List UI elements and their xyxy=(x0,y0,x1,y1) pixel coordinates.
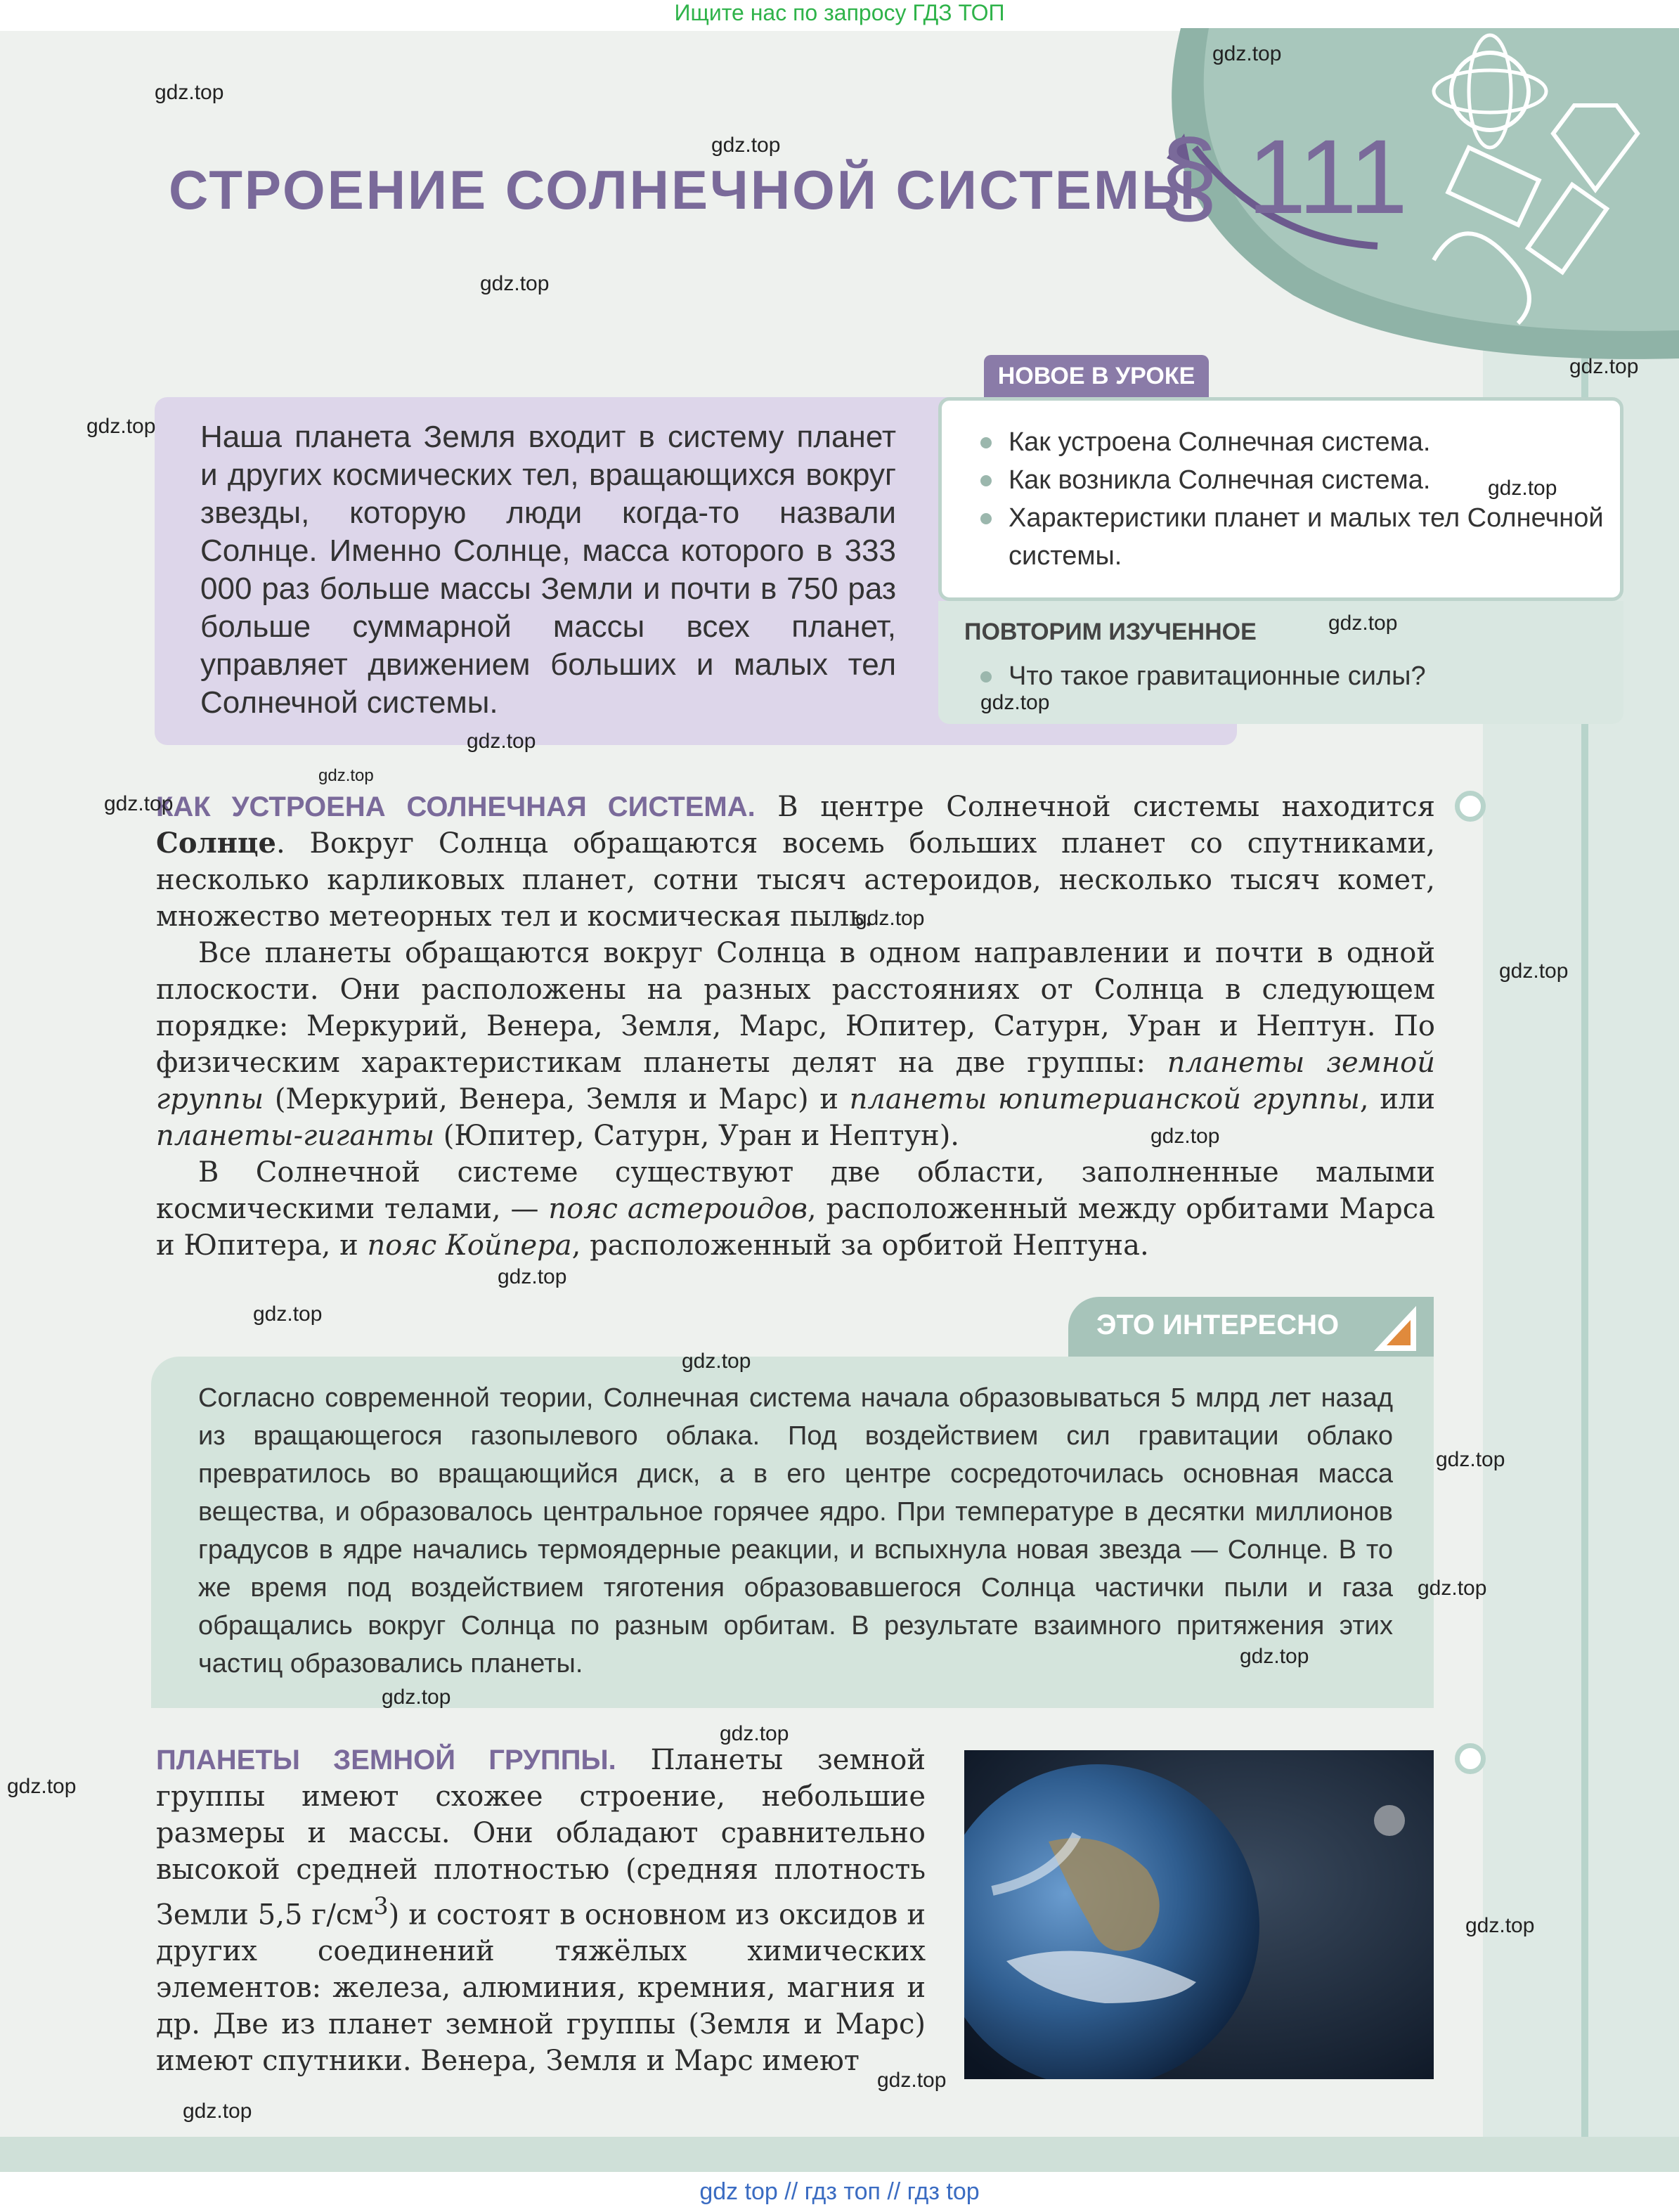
watermark: gdz.top xyxy=(1212,42,1282,65)
watermark: gdz.top xyxy=(318,766,374,785)
watermark: gdz.top xyxy=(720,1722,789,1745)
list-item: Что такое гравитационные силы? xyxy=(973,657,1606,695)
timeline-node-2 xyxy=(1455,1743,1486,1774)
repeat-label: ПОВТОРИМ ИЗУЧЕННОЕ xyxy=(964,619,1257,645)
watermark: gdz.top xyxy=(1328,612,1398,635)
new-in-lesson-label: НОВОЕ В УРОКЕ xyxy=(984,355,1209,397)
section-terrestrial-planets: ПЛАНЕТЫ ЗЕМНОЙ ГРУППЫ. Планеты земной группы имеют схожее строение, небольшие размеры и массы. Они обладают сравнительно высокой средней плотностью (средняя плотность Земли 5,5 $г/см^3$) и состоят в основном из оксидов и других соединений тяжёлых химических элементов: железа, алюминия, кремния, магния и др. Две из планет земной группы (Земля и Марс) имеют спутники. Венера, Земля и Марс имеют xyxy=(156,1744,926,2078)
watermark: gdz.top xyxy=(1436,1448,1505,1471)
watermark: gdz.top xyxy=(7,1775,77,1798)
list-item: Как возникла Солнечная система. xyxy=(973,461,1606,499)
earth-photo xyxy=(964,1750,1434,2079)
list-item: Как устроена Солнечная система. xyxy=(973,423,1606,461)
list-item: Характеристики планет и малых тел Солнечной системы. xyxy=(973,499,1606,575)
watermark: gdz.top xyxy=(855,907,925,930)
page-title: СТРОЕНИЕ СОЛНЕЧНОЙ СИСТЕМЫ xyxy=(169,159,1198,221)
section-solar-structure xyxy=(156,789,1435,1264)
watermark: gdz.top xyxy=(682,1350,751,1373)
top-banner: Ищите нас по запросу ГДЗ ТОП xyxy=(0,0,1679,31)
timeline-node-1 xyxy=(1455,791,1486,822)
footer-links[interactable]: gdz top // гдз топ // гдз top xyxy=(0,2172,1679,2212)
interesting-text: Согласно современной теории, Солнечная система начала образовываться 5 млрд лет назад из вращающегося газопылевого облака. Под воздействием сил гравитации облако превратилось во вращающийся диск, а в его центре сосредоточилась основная масса вещества, и образовалось центральное горячее ядро. При температуре в десятки миллионов градусов в ядре начались термоядерные реакции, и вспыхнула новая звезда — Солнце. В то же время под воздействием тяготения образовавшегося Солнца частички пыли и газа обращались вокруг Солнца по разным орбитам. В результате взаимного притяжения этих частиц образовались планеты. xyxy=(198,1383,1393,1679)
intro-text: Наша планета Земля входит в систему планет и других космических тел, вращающихся вокруг звезды, которую люди когда-то назвали Солнце. Именно Солнце, масса которого в 333 000 раз больше массы Земли и почти в 750 раз больше суммарной массы всех планет, управляет движением больших и малых тел Солнечной системы. xyxy=(200,420,896,720)
watermark: gdz.top xyxy=(1465,1914,1535,1937)
watermark: gdz.top xyxy=(1150,1125,1220,1148)
watermark: gdz.top xyxy=(1240,1645,1309,1668)
watermark: gdz.top xyxy=(480,272,550,295)
watermark: gdz.top xyxy=(253,1302,323,1326)
repeat-list xyxy=(973,657,1606,695)
watermark: gdz.top xyxy=(498,1265,567,1288)
watermark: gdz.top xyxy=(1418,1577,1487,1600)
watermark: gdz.top xyxy=(1499,959,1569,983)
watermark: gdz.top xyxy=(1488,477,1557,500)
watermark: gdz.top xyxy=(155,81,224,104)
watermark: gdz.top xyxy=(467,730,536,753)
watermark: gdz.top xyxy=(1569,355,1639,378)
watermark: gdz.top xyxy=(877,2069,947,2092)
watermark: gdz.top xyxy=(183,2100,252,2123)
paragraph-number: § 111 xyxy=(1160,117,1408,235)
section-heading: ПЛАНЕТЫ ЗЕМНОЙ ГРУППЫ. xyxy=(156,1745,616,1776)
watermark: gdz.top xyxy=(980,691,1050,714)
paragraph: Все планеты обращаются вокруг Солнца в одном направлении и почти в одной плоскости. Они расположены на разных расстояниях от Солнца в следующем порядке: Меркурий, Венера, Земля, Марс, Юпитер, Сатурн, Уран и Нептун. По физическим характеристикам планеты делят на две группы: планеты земной группы (Меркурий, Венера, Земля и Марс) и планеты юпитерианской группы, или планеты-гиганты (Юпитер, Сатурн, Уран и Нептун). xyxy=(156,937,1435,1152)
watermark: gdz.top xyxy=(711,134,781,157)
watermark: gdz.top xyxy=(104,792,174,815)
watermark: gdz.top xyxy=(382,1686,451,1709)
section-heading: КАК УСТРОЕНА СОЛНЕЧНАЯ СИСТЕМА. xyxy=(156,791,756,822)
paragraph: В Солнечной системе существуют две области, заполненные малыми космическими телами, — пояс астероидов, расположенный между орбитами Марса и Юпитера, и пояс Койпера, расположенный за орбитой Нептуна. xyxy=(156,1156,1435,1262)
interesting-label: ЭТО ИНТЕРЕСНО xyxy=(1096,1309,1340,1340)
paragraph: КАК УСТРОЕНА СОЛНЕЧНАЯ СИСТЕМА. В центре Солнечной системы находится Солнце. Вокруг Солнца обращаются восемь больших планет со спутниками, несколько карликовых планет, сотни тысяч астероидов, несколько тысяч комет, множество метеорных тел и космическая пыль. xyxy=(156,791,1436,933)
watermark: gdz.top xyxy=(86,415,156,438)
triangle-icon xyxy=(1367,1300,1423,1357)
bottom-strip xyxy=(0,2137,1679,2172)
